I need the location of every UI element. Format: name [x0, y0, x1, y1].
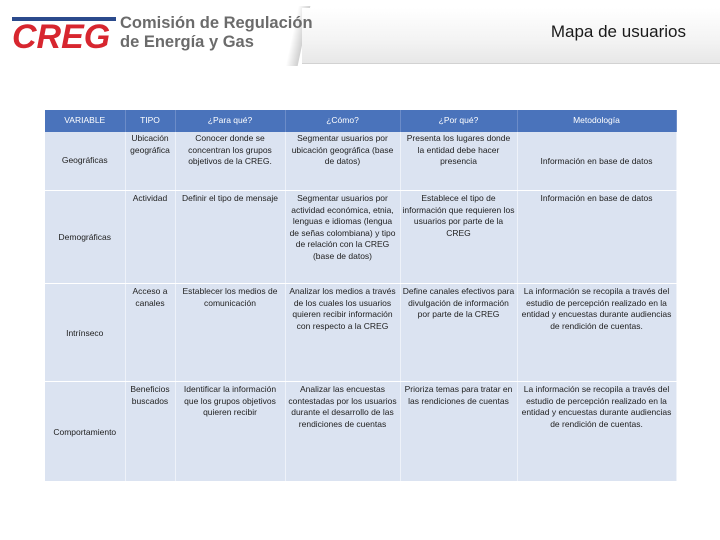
cell-metodologia: Información en base de datos: [517, 191, 676, 284]
cell-tipo: Beneficios buscados: [125, 382, 175, 482]
header-por-que: ¿Por qué?: [400, 110, 517, 132]
cell-variable: Geográficas: [45, 132, 125, 191]
cell-como: Analizar las encuestas contestadas por los usuarios durante el desarrollo de las rendiciones de cuentas: [285, 382, 400, 482]
table-row: [45, 382, 676, 482]
cell-tipo: Actividad: [125, 191, 175, 284]
cell-para-que: Establecer los medios de comunicación: [175, 284, 285, 382]
cell-como: Segmentar usuarios por ubicación geográfica (base de datos): [285, 132, 400, 191]
table-row: [45, 191, 676, 284]
cell-por-que: Prioriza temas para tratar en las rendiciones de cuentas: [400, 382, 517, 482]
header-metodologia: Metodología: [517, 110, 676, 132]
cell-para-que: Definir el tipo de mensaje: [175, 191, 285, 284]
header-como: ¿Cómo?: [285, 110, 400, 132]
cell-variable: Intrínseco: [45, 284, 125, 382]
cell-tipo: Acceso a canales: [125, 284, 175, 382]
creg-logo-text: CREG: [12, 18, 111, 52]
header-variable: VARIABLE: [45, 110, 125, 132]
cell-metodologia: La información se recopila a través del estudio de percepción realizado en la entidad y encuestas durante audiencias de rendición de cuentas.: [517, 382, 676, 482]
cell-por-que: Presenta los lugares donde la entidad debe hacer presencia: [400, 132, 517, 191]
cell-como: Analizar los medios a través de los cuales los usuarios quieren recibir información con respecto a la CREG: [285, 284, 400, 382]
cell-metodologia: La información se recopila a través del estudio de percepción realizado en la entidad y encuestas durante audiencias de rendición de cuentas.: [517, 284, 676, 382]
cell-para-que: Identificar la información que los grupos objetivos quieren recibir: [175, 382, 285, 482]
organization-name-line1: Comisión de Regulación: [120, 14, 313, 32]
creg-logo: [12, 14, 116, 52]
table-row: [45, 132, 676, 191]
header: [0, 0, 720, 64]
cell-por-que: Define canales efectivos para divulgación de información por parte de la CREG: [400, 284, 517, 382]
cell-tipo: Ubicación geográfica: [125, 132, 175, 191]
table-header-row: [45, 110, 676, 132]
table-row: [45, 284, 676, 382]
organization-name: [120, 14, 313, 52]
user-map-table: [45, 110, 677, 482]
page-title: Mapa de usuarios: [550, 22, 686, 41]
cell-variable: Demográficas: [45, 191, 125, 284]
cell-por-que: Establece el tipo de información que requieren los usuarios por parte de la CREG: [400, 191, 517, 284]
header-tipo: TIPO: [125, 110, 175, 132]
organization-name-line2: de Energía y Gas: [120, 33, 254, 51]
cell-metodologia: Información en base de datos: [517, 132, 676, 191]
cell-variable: Comportamiento: [45, 382, 125, 482]
cell-como: Segmentar usuarios por actividad económica, etnia, lenguas e idiomas (lengua de señas colombiana) y tipo de relación con la CREG (base de datos): [285, 191, 400, 284]
cell-para-que: Conocer donde se concentran los grupos objetivos de la CREG.: [175, 132, 285, 191]
header-para-que: ¿Para qué?: [175, 110, 285, 132]
